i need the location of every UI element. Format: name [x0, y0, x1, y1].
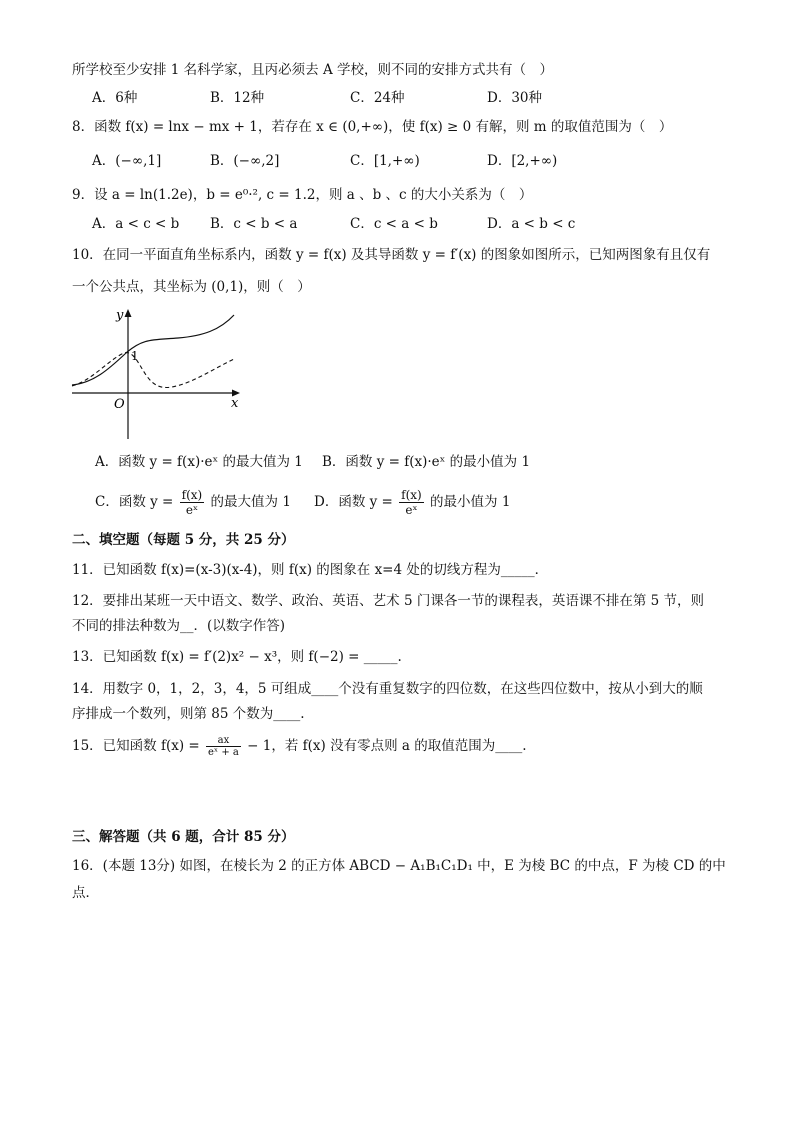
- q10-option-c-post: 的最大值为 1: [210, 494, 291, 510]
- y-axis-arrow: [125, 309, 132, 317]
- q15-pre: 15．已知函数 f(x) =: [72, 738, 200, 754]
- q10-option-b: B．函数 y = f(x)·eˣ 的最小值为 1: [322, 454, 531, 470]
- q15-denominator: eˣ + a: [208, 747, 239, 758]
- q10-option-d-denominator: eˣ: [405, 503, 418, 517]
- y-axis-label: y: [116, 308, 124, 323]
- q9-option-d: D．a < b < c: [487, 216, 576, 232]
- q10-option-d: [314, 486, 510, 518]
- q7-option-b: B．12种: [210, 90, 265, 106]
- point-label: 1: [131, 349, 139, 363]
- q10-option-c-denominator: eˣ: [185, 503, 199, 517]
- q10-option-c-pre: C．函数 y =: [95, 494, 174, 510]
- q16-stem-line2: 点．: [72, 885, 99, 901]
- q13-stem: 13．已知函数 f(x) = f′(2)x² − x³，则 f(−2) = _____.: [72, 649, 402, 665]
- section-2-heading: 二、填空题（每题 5 分，共 25 分）: [72, 532, 295, 548]
- q11-stem: 11．已知函数 f(x)=(x-3)(x-4)，则 f(x) 的图象在 x=4 处的切线方程为_____．: [72, 562, 549, 578]
- q7-option-d: D．30种: [487, 90, 543, 106]
- function-graph: [68, 305, 248, 445]
- q10-option-d-numerator: f(x): [401, 488, 422, 502]
- q10-option-c-numerator: f(x): [181, 488, 203, 502]
- origin-label: O: [114, 397, 125, 412]
- q10-option-d-fraction: [399, 488, 424, 517]
- q9-option-c: C．c < a < b: [350, 216, 438, 232]
- q15-stem: [72, 731, 527, 761]
- q9-option-b: B．c < b < a: [210, 216, 298, 232]
- q10-option-c-fraction: [180, 488, 205, 517]
- q16-stem-line1: 16．(本题 13分) 如图，在棱长为 2 的正方体 ABCD − A₁B₁C₁D₁ 中，E 为棱 BC 的中点，F 为棱 CD 的中: [72, 858, 726, 874]
- q7-stem-tail: 所学校至少安排 1 名科学家，且丙必须去 A 学校，则不同的安排方式共有（ ）: [72, 62, 554, 78]
- q12-stem-line2: 不同的排法种数为__．(以数字作答): [72, 618, 286, 634]
- f-curve: [72, 315, 234, 385]
- q8-option-c: C．[1,+∞): [350, 153, 420, 169]
- q10-option-a: A．函数 y = f(x)·eˣ 的最大值为 1: [95, 454, 303, 470]
- f-prime-curve: [72, 353, 234, 388]
- q15-numerator: ax: [206, 735, 241, 747]
- q8-stem: 8．函数 f(x) = lnx − mx + 1，若存在 x ∈ (0,+∞)，使 f(x) ≥ 0 有解，则 m 的取值范围为（ ）: [72, 119, 673, 135]
- q8-option-a: A．(−∞,1]: [92, 153, 162, 169]
- q15-post: − 1，若 f(x) 没有零点则 a 的取值范围为____.: [247, 738, 527, 754]
- q9-stem: 9．设 a = ln(1.2e)，b = e⁰·², c = 1.2，则 a 、b 、c 的大小关系为（ ）: [72, 187, 533, 203]
- q7-option-c: C．24种: [350, 90, 405, 106]
- q10-option-c: [95, 486, 291, 518]
- q14-stem-line2: 序排成一个数列，则第 85 个数为____.: [72, 706, 305, 722]
- q9-option-a: A．a < c < b: [92, 216, 180, 232]
- section-3-heading: 三、解答题（共 6 题，合计 85 分）: [72, 829, 295, 845]
- q8-option-b: B．(−∞,2]: [210, 153, 280, 169]
- q10-stem-line1: 10．在同一平面直角坐标系内，函数 y = f(x) 及其导函数 y = f′(x) 的图象如图所示，已知两图象有且仅有: [72, 247, 711, 263]
- x-axis-label: x: [231, 396, 239, 411]
- q12-stem-line1: 12．要排出某班一天中语文、数学、政治、英语、艺术 5 门课各一节的课程表，英语课不排在第 5 节，则: [72, 593, 705, 609]
- q10-option-d-pre: D．函数 y =: [314, 494, 393, 510]
- q14-stem-line1: 14．用数字 0，1，2，3，4，5 可组成____个没有重复数字的四位数，在这些四位数中，按从小到大的顺: [72, 681, 703, 697]
- q7-option-a: A．6种: [92, 90, 138, 106]
- q10-option-d-post: 的最小值为 1: [430, 494, 511, 510]
- q15-fraction: [206, 735, 241, 758]
- q8-option-d: D．[2,+∞): [487, 153, 558, 169]
- q10-stem-line2: 一个公共点，其坐标为 (0,1)，则（ ）: [72, 279, 311, 295]
